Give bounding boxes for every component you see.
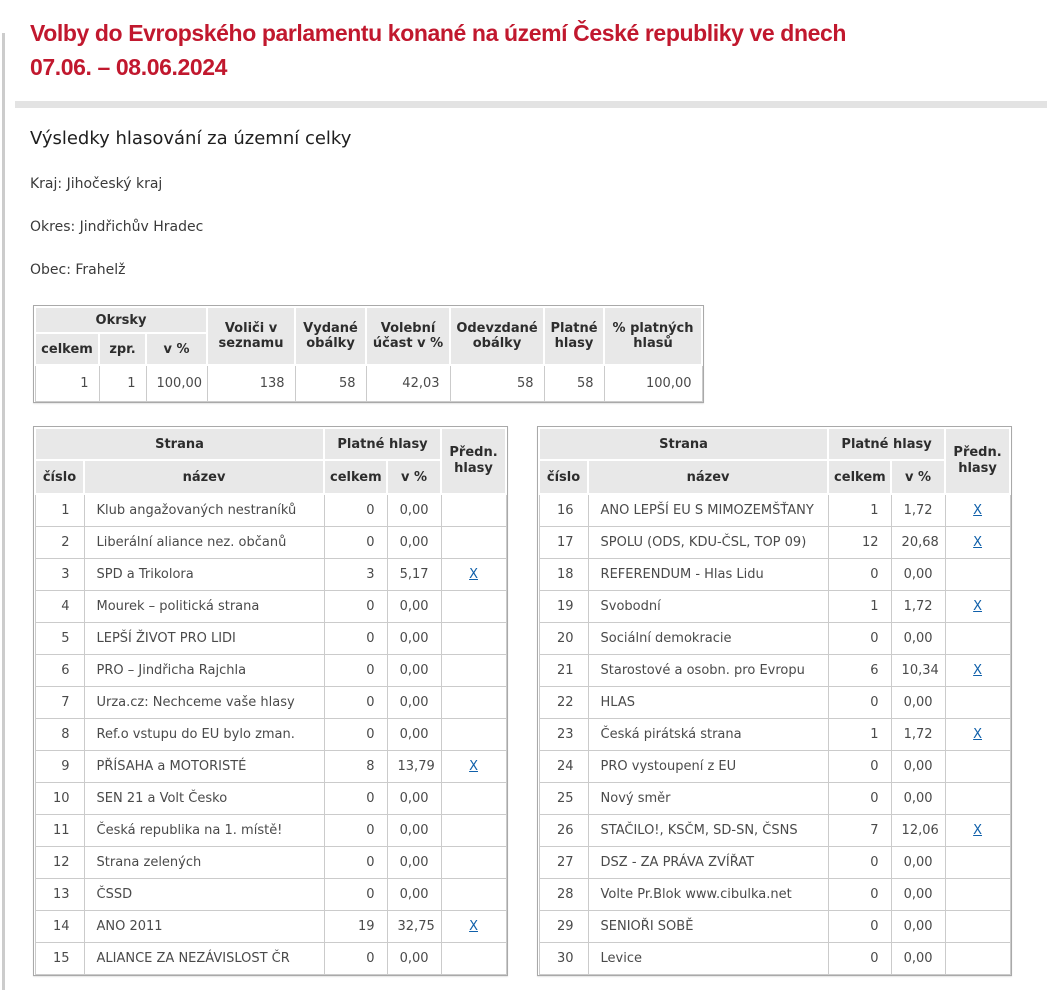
party-votes-total: 1 [828, 494, 891, 527]
obec-label: Obec: [30, 262, 71, 278]
pref-votes-cell [945, 559, 1010, 591]
party-votes-total: 0 [828, 943, 891, 975]
party-name: REFERENDUM - Hlas Lidu [588, 559, 828, 591]
party-votes-pct: 32,75 [387, 911, 441, 943]
col-volici-v-seznamu: Voliči v seznamu [207, 307, 295, 365]
party-name: Levice [588, 943, 828, 975]
col-platne-hlasy: Platné hlasy [324, 428, 441, 460]
party-name: ALIANCE ZA NEZÁVISLOST ČR [84, 943, 324, 975]
page-title [30, 16, 1010, 84]
col-cislo: číslo [539, 460, 588, 494]
col-v-pct: v % [387, 460, 441, 494]
party-number: 8 [35, 719, 84, 751]
party-row [35, 815, 506, 847]
party-row [35, 911, 506, 943]
party-votes-total: 0 [324, 591, 387, 623]
party-votes-pct: 0,00 [891, 751, 945, 783]
party-votes-pct: 0,00 [387, 943, 441, 975]
pref-votes-link[interactable]: X [973, 599, 983, 614]
party-votes-total: 0 [828, 911, 891, 943]
party-votes-total: 8 [324, 751, 387, 783]
party-number: 19 [539, 591, 588, 623]
page-title-line2: 07.06. – 08.06.2024 [30, 54, 228, 80]
party-name: Nový směr [588, 783, 828, 815]
okres-line [30, 219, 1017, 235]
party-row [35, 687, 506, 719]
party-number: 4 [35, 591, 84, 623]
col-celkem: celkem [324, 460, 387, 494]
party-number: 15 [35, 943, 84, 975]
pref-votes-cell [945, 623, 1010, 655]
party-name: Strana zelených [84, 847, 324, 879]
party-name: DSZ - ZA PRÁVA ZVÍŘAT [588, 847, 828, 879]
col-cislo: číslo [35, 460, 84, 494]
pref-votes-cell [945, 527, 1010, 559]
col-strana: Strana [539, 428, 828, 460]
party-name: SEN 21 a Volt Česko [84, 783, 324, 815]
party-number: 3 [35, 559, 84, 591]
party-votes-pct: 0,00 [891, 943, 945, 975]
party-votes-pct: 0,00 [387, 494, 441, 527]
party-votes-pct: 0,00 [387, 879, 441, 911]
party-name: SPD a Trikolora [84, 559, 324, 591]
party-row [539, 815, 1010, 847]
party-votes-total: 1 [828, 719, 891, 751]
party-number: 28 [539, 879, 588, 911]
kraj-value: Jihočeský kraj [66, 176, 163, 192]
party-number: 1 [35, 494, 84, 527]
pref-votes-cell [441, 591, 506, 623]
party-name: Urza.cz: Nechceme vaše hlasy [84, 687, 324, 719]
kraj-label: Kraj: [30, 176, 63, 192]
col-pct-platnych-hlasu: % platných hlasů [604, 307, 702, 365]
party-votes-pct: 0,00 [891, 847, 945, 879]
title-divider [15, 101, 1047, 108]
party-votes-pct: 0,00 [387, 687, 441, 719]
party-row [35, 719, 506, 751]
party-votes-total: 0 [324, 879, 387, 911]
party-row [539, 687, 1010, 719]
party-tables-area [33, 426, 1047, 976]
party-row [539, 847, 1010, 879]
party-name: Česká pirátská strana [588, 719, 828, 751]
party-votes-pct: 0,00 [387, 815, 441, 847]
col-vydane-obalky: Vydané obálky [295, 307, 366, 365]
party-votes-pct: 12,06 [891, 815, 945, 847]
party-name: PRO vystoupení z EU [588, 751, 828, 783]
col-celkem: celkem [828, 460, 891, 494]
party-votes-total: 6 [828, 655, 891, 687]
party-votes-pct: 1,72 [891, 591, 945, 623]
pref-votes-cell [441, 559, 506, 591]
party-name: SENIOŘI SOBĚ [588, 911, 828, 943]
col-strana: Strana [35, 428, 324, 460]
okres-label: Okres: [30, 219, 76, 235]
party-votes-total: 0 [324, 815, 387, 847]
party-votes-total: 0 [828, 687, 891, 719]
party-votes-pct: 0,00 [891, 879, 945, 911]
party-votes-pct: 0,00 [387, 623, 441, 655]
party-name: Volte Pr.Blok www.cibulka.net [588, 879, 828, 911]
party-votes-pct: 0,00 [891, 623, 945, 655]
party-votes-total: 0 [828, 623, 891, 655]
party-number: 21 [539, 655, 588, 687]
party-number: 18 [539, 559, 588, 591]
pref-votes-cell [441, 655, 506, 687]
party-votes-total: 0 [828, 783, 891, 815]
party-name: Klub angažovaných nestraníků [84, 494, 324, 527]
party-votes-total: 1 [828, 591, 891, 623]
party-row [539, 655, 1010, 687]
party-table-right [537, 426, 1012, 976]
party-votes-total: 0 [828, 879, 891, 911]
party-number: 11 [35, 815, 84, 847]
party-name: ČSSD [84, 879, 324, 911]
pref-votes-cell [441, 943, 506, 975]
party-votes-total: 7 [828, 815, 891, 847]
col-okrsky-celkem: celkem [35, 333, 99, 365]
party-number: 5 [35, 623, 84, 655]
party-votes-pct: 1,72 [891, 494, 945, 527]
pref-votes-cell [441, 911, 506, 943]
party-votes-pct: 0,00 [387, 591, 441, 623]
party-name: PŘÍSAHA a MOTORISTÉ [84, 751, 324, 783]
pref-votes-link[interactable]: X [973, 503, 983, 518]
party-name: ANO 2011 [84, 911, 324, 943]
pref-votes-link[interactable]: X [973, 663, 983, 678]
party-table-left [33, 426, 508, 976]
party-row [539, 591, 1010, 623]
pref-votes-cell [945, 494, 1010, 527]
pref-votes-cell [945, 815, 1010, 847]
party-number: 29 [539, 911, 588, 943]
col-odevzdane-obalky: Odevzdané obálky [450, 307, 544, 365]
party-number: 27 [539, 847, 588, 879]
okrsky-v-pct-value: 100,00 [146, 365, 207, 402]
party-row [539, 943, 1010, 975]
pref-votes-cell [945, 879, 1010, 911]
okres-value: Jindřichův Hradec [79, 219, 204, 235]
party-number: 26 [539, 815, 588, 847]
party-votes-total: 0 [324, 527, 387, 559]
party-votes-total: 3 [324, 559, 387, 591]
party-name: LEPŠÍ ŽIVOT PRO LIDI [84, 623, 324, 655]
party-row [35, 559, 506, 591]
party-votes-total: 0 [324, 494, 387, 527]
party-name: Sociální demokracie [588, 623, 828, 655]
pref-votes-cell [945, 783, 1010, 815]
party-row [35, 655, 506, 687]
col-okrsky-v-pct: v % [146, 333, 207, 365]
party-row [539, 719, 1010, 751]
pref-votes-link[interactable]: X [973, 727, 983, 742]
party-number: 10 [35, 783, 84, 815]
party-name: ANO LEPŠÍ EU S MIMOZEMŠŤANY [588, 494, 828, 527]
party-votes-total: 0 [324, 623, 387, 655]
party-number: 22 [539, 687, 588, 719]
party-number: 25 [539, 783, 588, 815]
party-row [35, 591, 506, 623]
vydane-obalky-value: 58 [295, 365, 366, 402]
pref-votes-cell [945, 751, 1010, 783]
party-row [35, 879, 506, 911]
party-votes-total: 0 [324, 719, 387, 751]
volici-v-seznamu-value: 138 [207, 365, 295, 402]
pref-votes-cell [945, 655, 1010, 687]
party-name: SPOLU (ODS, KDU-ČSL, TOP 09) [588, 527, 828, 559]
party-row [539, 751, 1010, 783]
pref-votes-cell [441, 623, 506, 655]
party-number: 23 [539, 719, 588, 751]
party-votes-pct: 0,00 [891, 559, 945, 591]
party-row [35, 527, 506, 559]
party-row [35, 494, 506, 527]
party-votes-total: 0 [828, 751, 891, 783]
party-votes-total: 12 [828, 527, 891, 559]
pref-votes-link[interactable]: X [469, 759, 478, 774]
platne-hlasy-value: 58 [544, 365, 604, 402]
party-votes-total: 0 [324, 847, 387, 879]
party-row [539, 494, 1010, 527]
col-nazev: název [588, 460, 828, 494]
party-row [35, 783, 506, 815]
party-row [35, 847, 506, 879]
odevzdane-obalky-value: 58 [450, 365, 544, 402]
pref-votes-cell [945, 591, 1010, 623]
party-row [35, 943, 506, 975]
pref-votes-cell [441, 783, 506, 815]
summary-values-row [35, 365, 702, 402]
party-name: Česká republika na 1. místě! [84, 815, 324, 847]
col-predn-hlasy: Předn. hlasy [441, 428, 506, 494]
obec-value: Frahelž [75, 262, 126, 278]
party-number: 7 [35, 687, 84, 719]
pref-votes-cell [441, 879, 506, 911]
pref-votes-cell [441, 719, 506, 751]
pref-votes-cell [441, 751, 506, 783]
party-votes-pct: 1,72 [891, 719, 945, 751]
okrsky-zpr-value: 1 [99, 365, 146, 402]
party-number: 13 [35, 879, 84, 911]
pref-votes-link[interactable]: X [469, 919, 478, 934]
party-number: 14 [35, 911, 84, 943]
pref-votes-link[interactable]: X [469, 567, 478, 582]
party-votes-pct: 0,00 [891, 687, 945, 719]
party-votes-pct: 0,00 [387, 655, 441, 687]
party-votes-pct: 0,00 [387, 719, 441, 751]
party-row [539, 911, 1010, 943]
party-name: Svobodní [588, 591, 828, 623]
party-votes-total: 0 [324, 655, 387, 687]
party-votes-total: 0 [324, 943, 387, 975]
party-number: 30 [539, 943, 588, 975]
party-row [35, 623, 506, 655]
party-votes-total: 0 [324, 783, 387, 815]
pref-votes-cell [441, 687, 506, 719]
party-votes-total: 19 [324, 911, 387, 943]
party-number: 6 [35, 655, 84, 687]
party-name: PRO – Jindřicha Rajchla [84, 655, 324, 687]
col-volebni-ucast: Volební účast v % [366, 307, 450, 365]
party-number: 16 [539, 494, 588, 527]
party-votes-pct: 5,17 [387, 559, 441, 591]
col-okrsky: Okrsky [35, 307, 207, 333]
window-edge-strip [2, 33, 5, 990]
col-predn-hlasy: Předn. hlasy [945, 428, 1010, 494]
party-votes-pct: 0,00 [387, 527, 441, 559]
party-row [35, 751, 506, 783]
pref-votes-cell [441, 815, 506, 847]
party-votes-pct: 0,00 [891, 911, 945, 943]
pref-votes-link[interactable]: X [973, 823, 983, 838]
party-row [539, 559, 1010, 591]
col-nazev: název [84, 460, 324, 494]
party-number: 24 [539, 751, 588, 783]
party-votes-total: 0 [324, 687, 387, 719]
party-votes-pct: 10,34 [891, 655, 945, 687]
party-votes-pct: 20,68 [891, 527, 945, 559]
party-votes-pct: 0,00 [891, 783, 945, 815]
party-row [539, 879, 1010, 911]
party-number: 17 [539, 527, 588, 559]
party-votes-pct: 0,00 [387, 783, 441, 815]
party-name: Mourek – politická strana [84, 591, 324, 623]
obec-line [30, 262, 1017, 278]
party-votes-total: 0 [828, 559, 891, 591]
summary-table [33, 305, 704, 403]
okrsky-celkem-value: 1 [35, 365, 99, 402]
pref-votes-cell [945, 911, 1010, 943]
pct-platnych-hlasu-value: 100,00 [604, 365, 702, 402]
pref-votes-cell [441, 527, 506, 559]
party-name: STAČILO!, KSČM, SD-SN, ČSNS [588, 815, 828, 847]
page-title-line1: Volby do Evropského parlamentu konané na území České republiky ve dnech [30, 20, 847, 46]
party-votes-pct: 0,00 [387, 847, 441, 879]
section-heading: Výsledky hlasování za územní celky [30, 128, 352, 149]
party-votes-total: 0 [828, 847, 891, 879]
pref-votes-cell [945, 847, 1010, 879]
party-row [539, 623, 1010, 655]
pref-votes-link[interactable]: X [973, 535, 983, 550]
volebni-ucast-value: 42,03 [366, 365, 450, 402]
party-number: 9 [35, 751, 84, 783]
party-name: Liberální aliance nez. občanů [84, 527, 324, 559]
pref-votes-cell [945, 943, 1010, 975]
party-row [539, 527, 1010, 559]
party-name: HLAS [588, 687, 828, 719]
party-number: 2 [35, 527, 84, 559]
col-platne-hlasy: Platné hlasy [828, 428, 945, 460]
party-name: Ref.o vstupu do EU bylo zman. [84, 719, 324, 751]
pref-votes-cell [441, 847, 506, 879]
party-votes-pct: 13,79 [387, 751, 441, 783]
party-number: 12 [35, 847, 84, 879]
pref-votes-cell [945, 719, 1010, 751]
col-okrsky-zpr: zpr. [99, 333, 146, 365]
col-v-pct: v % [891, 460, 945, 494]
pref-votes-cell [945, 687, 1010, 719]
party-number: 20 [539, 623, 588, 655]
party-name: Starostové a osobn. pro Evropu [588, 655, 828, 687]
kraj-line [30, 176, 1017, 192]
pref-votes-cell [441, 494, 506, 527]
col-platne-hlasy: Platné hlasy [544, 307, 604, 365]
party-row [539, 783, 1010, 815]
